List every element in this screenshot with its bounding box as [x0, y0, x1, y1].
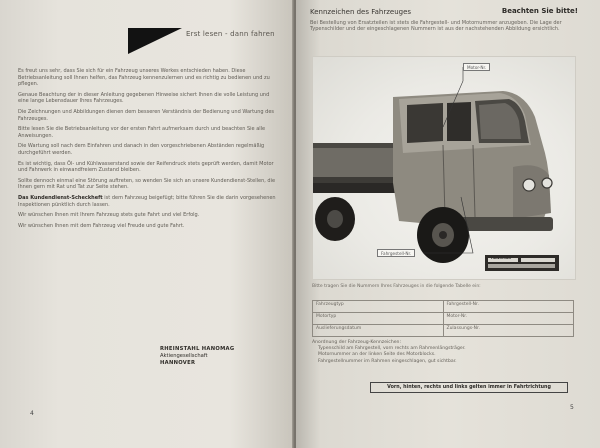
left-page	[0, 0, 294, 448]
attention-note: Beachten Sie bitte!	[501, 7, 578, 15]
vehicle-id-table	[312, 300, 574, 337]
page-title: Kennzeichen des Fahrzeuges	[310, 8, 412, 16]
list-item: Fahrgestellnummer im Rahmen eingeschlagen, gut sichtbar.	[318, 358, 457, 364]
paragraph: Die Zeichnungen und Abbildungen dienen dem besseren Verständnis der Bedienung und Wartung des Fahrzeuges.	[18, 108, 275, 122]
chassis-number-label: Fahrgestell-Nr.	[377, 249, 415, 257]
intro-text: Bei Bestellung von Ersatzteilen ist stets die Fahrgestell- und Motornummer anzugeben. Die Lage der Typenschilder und der eingeschlagenen Nummern ist aus der nachstehenden Abbildung ersichtlich.	[310, 20, 562, 33]
table-cell: Zulassungs-Nr.	[443, 325, 574, 337]
notes	[312, 340, 574, 365]
list-item: Typenschild am Fahrgestell, vorn rechts am Rahmenlängsträger.	[318, 346, 466, 352]
type-plate-text: HANOMAG	[491, 256, 511, 260]
table-cell: Fahrgestell-Nr.	[443, 301, 574, 313]
paragraph: Bitte lesen Sie die Betriebsanleitung vor der ersten Fahrt aufmerksam durch und beachten Sie alle Anweisungen.	[18, 126, 266, 139]
paragraph: Wir wünschen Ihnen mit dem Fahrzeug viel Freude und gute Fahrt.	[18, 222, 185, 229]
table-cell: Fahrzeugtyp	[313, 301, 444, 313]
company-form: Aktiengesellschaft	[160, 353, 208, 359]
table-cell: Motor-Nr.	[443, 313, 574, 325]
page-number: 5	[570, 404, 574, 411]
list-item: Motornummer an der linken Seite des Motorblocks.	[318, 352, 436, 358]
right-page	[296, 0, 600, 448]
paragraph: Wir wünschen Ihnen mit Ihrem Fahrzeug stets gute Fahrt und viel Erfolg.	[18, 212, 200, 219]
banner-triangle-graphic	[128, 28, 182, 54]
notes-title: Anordnung der Fahrzeug-Kennzeichen:	[312, 340, 402, 345]
table-cell: Auslieferungsdatum	[313, 325, 444, 337]
signature-block	[160, 346, 270, 367]
page-number: 4	[30, 410, 34, 417]
paragraph: Das Kundendienst-Scheckheft ist dem Fahrzeug beigefügt; bitte führen Sie die darin vorgesehenen Inspektionen pünktlich durch lassen.	[18, 194, 276, 208]
table-cell: Motortyp	[313, 313, 444, 325]
paragraph: Sollte dennoch einmal eine Störung auftreten, so wenden Sie sich an unsere Kundendienst-Stellen, die Ihnen gern mit Rat und Tat zur Seite stehen.	[18, 177, 276, 191]
paragraph: Es freut uns sehr, dass Sie sich für ein Fahrzeug unseres Werkes entschieden haben. Diese Betriebsanleitung soll Ihnen helfen, das Fahrzeug kennenzulernen und es richtig zu bedienen und zu pflegen.	[18, 68, 270, 88]
table-row	[313, 301, 574, 313]
banner-text: Erst lesen - dann fahren	[186, 30, 275, 38]
paragraph: Die Wartung soll nach dem Einfahren und danach in den vorgeschriebenen Abständen regelmäßig durchgeführt werden.	[18, 143, 265, 156]
table-row	[313, 325, 574, 337]
direction-note-box: Vorn, hinten, rechts und links gelten immer in Fahrtrichtung	[370, 382, 568, 393]
company-name: RHEINSTAHL HANOMAG	[160, 346, 235, 352]
truck-illustration	[313, 57, 575, 279]
body-text	[18, 68, 280, 233]
paragraph: Genaue Beachtung der in dieser Anleitung gegebenen Hinweise sichert Ihnen die volle Leistung und eine lange Lebensdauer Ihres Fahrzeuges.	[18, 91, 270, 105]
truck-photo	[312, 56, 576, 280]
engine-number-label: Motor-Nr.	[463, 63, 490, 71]
company-city: HANNOVER	[160, 360, 196, 366]
photo-caption: Bitte tragen Sie die Nummern Ihres Fahrzeuges in die folgende Tabelle ein:	[312, 284, 481, 289]
paragraph: Es ist wichtig, dass Öl- und Kühlwasserstand sowie der Reifendruck stets geprüft werden, damit Motor und Fahrwerk in einwandfreiem Zustand bleiben.	[18, 160, 274, 174]
table-row	[313, 313, 574, 325]
